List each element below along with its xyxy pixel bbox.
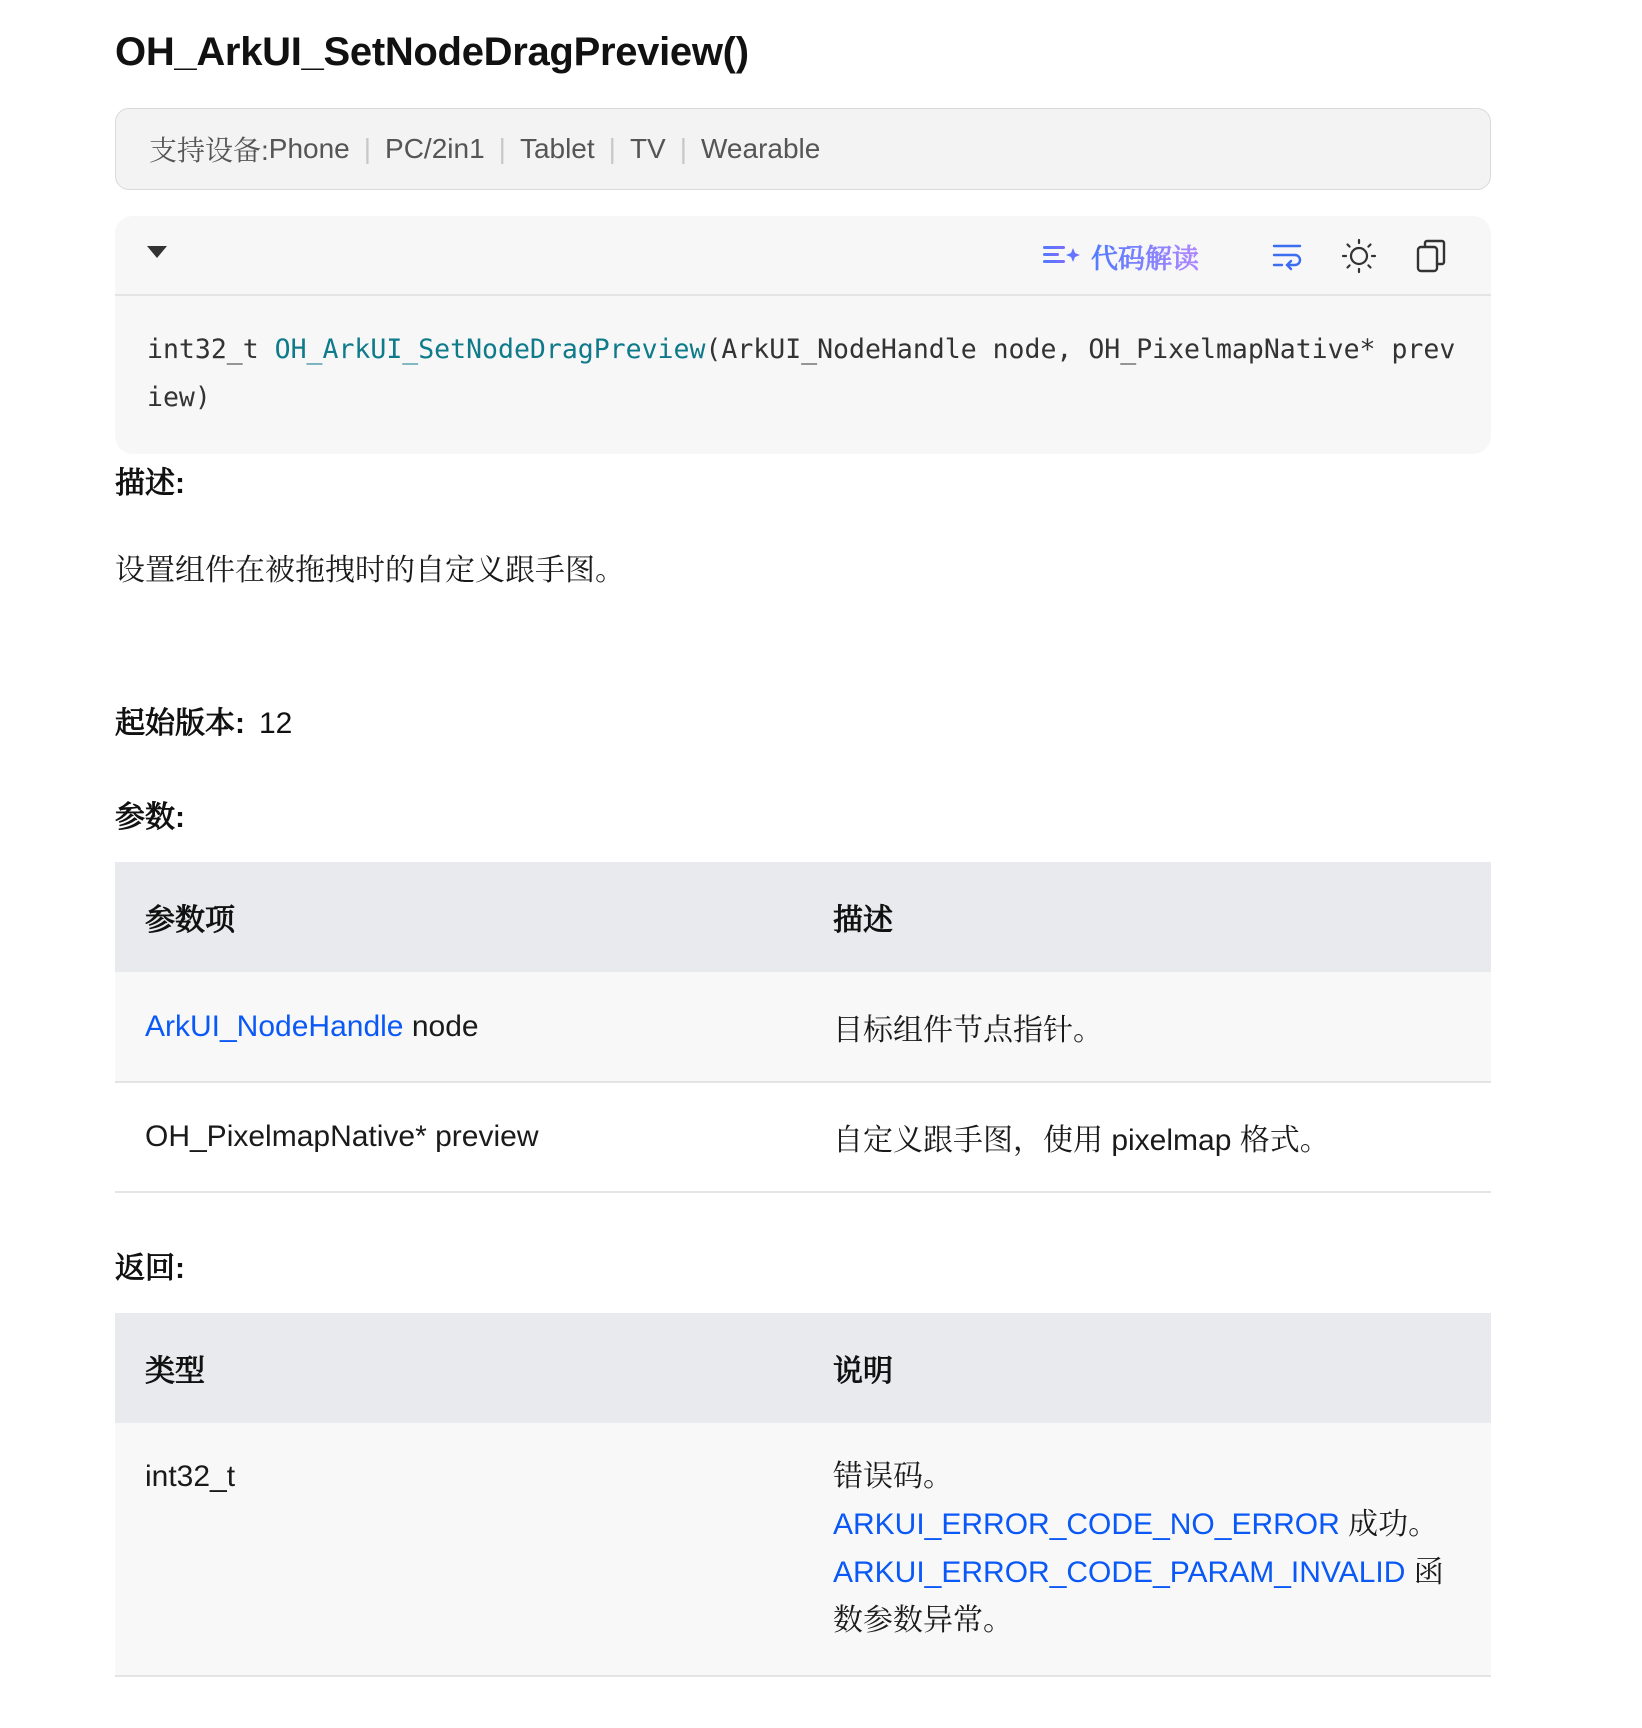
theme-icon[interactable] <box>1339 236 1379 276</box>
error-code-desc: 成功。 <box>1339 1508 1439 1541</box>
ai-explain-icon <box>1041 239 1081 274</box>
device-phone: Phone <box>268 133 350 164</box>
since-label: 起始版本: <box>115 707 245 740</box>
return-type-cell: int32_t <box>115 1423 803 1676</box>
column-header: 类型 <box>115 1313 803 1423</box>
code-block <box>115 216 1491 454</box>
code-explain-label: 代码解读 <box>1091 237 1199 276</box>
device-separator: | <box>679 133 687 164</box>
description-heading: 描述: <box>115 467 185 500</box>
code-arguments: (ArkUI_NodeHandle node, OH_PixelmapNative* preview) <box>147 334 1456 413</box>
param-desc-cell: 目标组件节点指针。 <box>803 972 1491 1082</box>
device-separator: | <box>363 133 372 164</box>
code-toolbar-actions <box>1041 236 1451 276</box>
table-row <box>115 1082 1491 1192</box>
param-name-cell <box>115 972 803 1082</box>
param-name-cell: OH_PixelmapNative* preview <box>115 1082 803 1192</box>
param-name: node <box>403 1009 479 1043</box>
device-separator: | <box>498 133 506 164</box>
device-wearable: Wearable <box>701 133 821 164</box>
return-code-line <box>833 1501 1451 1549</box>
since-value: 12 <box>259 707 293 740</box>
device-tv: TV <box>629 133 666 164</box>
code-function-name: OH_ArkUI_SetNodeDragPreview <box>274 334 706 365</box>
page-title: OH_ArkUI_SetNodeDragPreview() <box>115 30 749 74</box>
column-header: 说明 <box>803 1313 1491 1423</box>
wrap-icon[interactable] <box>1267 236 1307 276</box>
params-heading: 参数: <box>115 801 185 834</box>
column-header: 参数项 <box>115 862 803 972</box>
error-code-desc: 函数参数异常。 <box>833 1556 1444 1637</box>
device-tablet: Tablet <box>519 133 595 164</box>
params-table <box>115 862 1491 1193</box>
returns-table <box>115 1313 1491 1677</box>
supported-devices-box <box>115 108 1491 190</box>
error-code-link[interactable]: ARKUI_ERROR_CODE_NO_ERROR <box>833 1508 1340 1541</box>
code-explain-button[interactable] <box>1041 237 1199 276</box>
error-code-link[interactable]: ARKUI_ERROR_CODE_PARAM_INVALID <box>833 1556 1406 1589</box>
return-code-line <box>833 1549 1451 1645</box>
table-header-row <box>115 862 1491 972</box>
code-signature <box>115 296 1491 422</box>
return-desc-intro: 错误码。 <box>833 1460 953 1493</box>
returns-heading: 返回: <box>115 1252 185 1285</box>
code-toolbar <box>115 216 1491 296</box>
param-desc-cell: 自定义跟手图，使用 pixelmap 格式。 <box>803 1082 1491 1192</box>
description-text: 设置组件在被拖拽时的自定义跟手图。 <box>115 554 625 587</box>
device-pc: PC/2in1 <box>385 133 485 164</box>
collapse-icon[interactable] <box>147 246 167 258</box>
return-desc-cell <box>803 1423 1491 1676</box>
since-version <box>115 698 292 742</box>
devices-label: 支持设备: <box>149 135 269 166</box>
table-row <box>115 972 1491 1082</box>
param-type-link[interactable]: ArkUI_NodeHandle <box>145 1009 404 1043</box>
table-row <box>115 1423 1491 1676</box>
column-header: 描述 <box>803 862 1491 972</box>
copy-icon[interactable] <box>1411 236 1451 276</box>
table-header-row <box>115 1313 1491 1423</box>
code-return-type: int32_t <box>147 334 275 365</box>
device-separator: | <box>608 133 616 164</box>
